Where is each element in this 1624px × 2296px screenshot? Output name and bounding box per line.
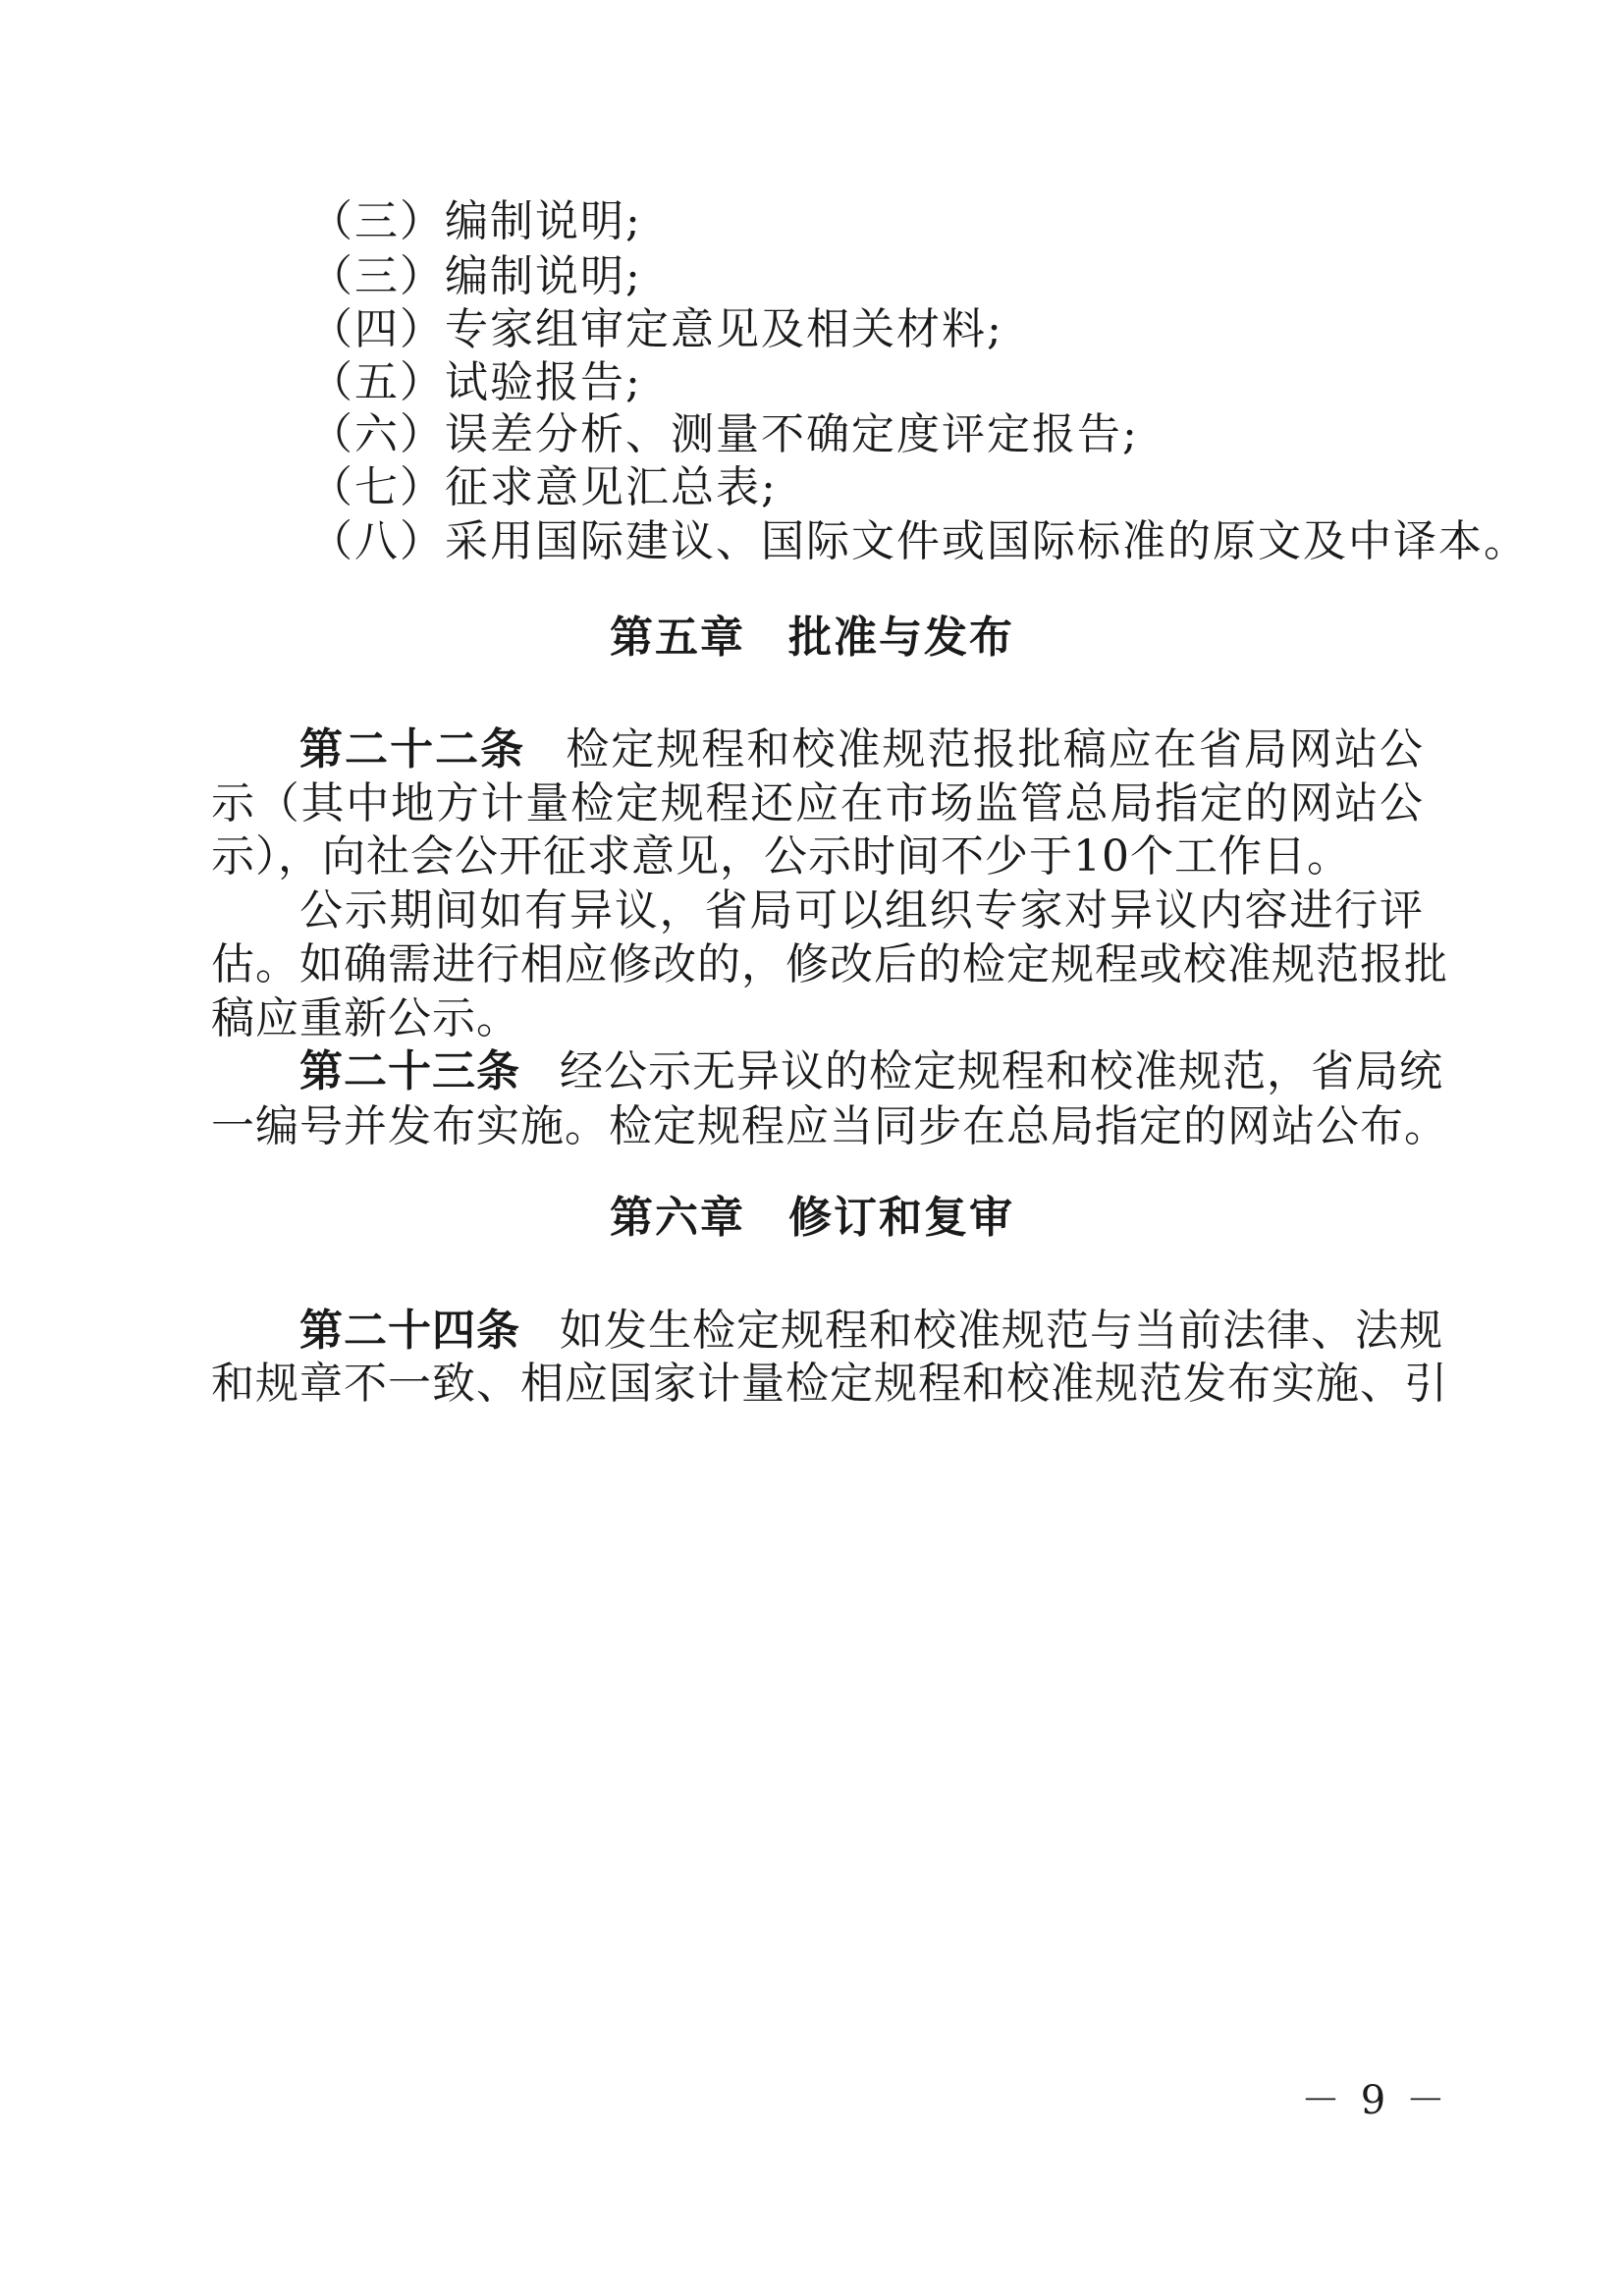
chapter-5-number: 第五章 <box>610 613 745 663</box>
article-22-para2-line-2: 估。如确需进行相应修改的，修改后的检定规程或校准规范报批 <box>211 939 1448 989</box>
article-22-number: 第二十二条 <box>299 724 526 774</box>
article-22-para2-line-3: 稿应重新公示。 <box>211 993 520 1043</box>
article-24-number: 第二十四条 <box>299 1306 520 1356</box>
list-item-4: （四）专家组审定意见及相关材料; <box>309 304 1003 354</box>
article-22-text-1: 检定规程和校准规范报批稿应在省局网站公 <box>565 724 1425 774</box>
article-22-line-1 <box>299 721 1424 779</box>
list-item-6: （六）误差分析、测量不确定度评定报告; <box>309 409 1139 459</box>
list-item-3: （三）编制说明; <box>309 251 642 301</box>
article-24-text-1: 如发生检定规程和校准规范与当前法律、法规 <box>560 1306 1443 1356</box>
article-23-number: 第二十三条 <box>299 1046 520 1096</box>
article-23-line-2: 一编号并发布实施。检定规程应当同步在总局指定的网站公布。 <box>211 1101 1448 1151</box>
list-item-7: （七）征求意见汇总表; <box>309 462 778 512</box>
chapter-6-number: 第六章 <box>610 1193 745 1243</box>
chapter-6-heading <box>0 1189 1624 1248</box>
article-23-line-1 <box>299 1042 1443 1101</box>
article-22-line-2: 示（其中地方计量检定规程还应在市场监管总局指定的网站公 <box>211 778 1424 828</box>
article-24-line-1 <box>299 1302 1443 1361</box>
chapter-6-title: 修订和复审 <box>788 1193 1014 1243</box>
list-item-8: （八）采用国际建议、国际文件或国际标准的原文及中译本。 <box>309 516 1529 566</box>
chapter-5-heading <box>0 609 1624 667</box>
article-23-text-1: 经公示无异议的检定规程和校准规范，省局统 <box>560 1046 1443 1096</box>
page-number: － 9 － <box>1301 2078 1449 2123</box>
article-24-line-2: 和规章不一致、相应国家计量检定规程和校准规范发布实施、引 <box>211 1359 1448 1409</box>
chapter-5-title: 批准与发布 <box>788 613 1014 663</box>
list-item-5: （五）试验报告; <box>309 357 642 407</box>
list-item-2: （三）编制说明; <box>309 196 642 246</box>
article-22-para2-line-1: 公示期间如有异议，省局可以组织专家对异议内容进行评 <box>299 885 1424 935</box>
article-22-line-3: 示），向社会公开征求意见，公示时间不少于10个工作日。 <box>211 831 1351 881</box>
